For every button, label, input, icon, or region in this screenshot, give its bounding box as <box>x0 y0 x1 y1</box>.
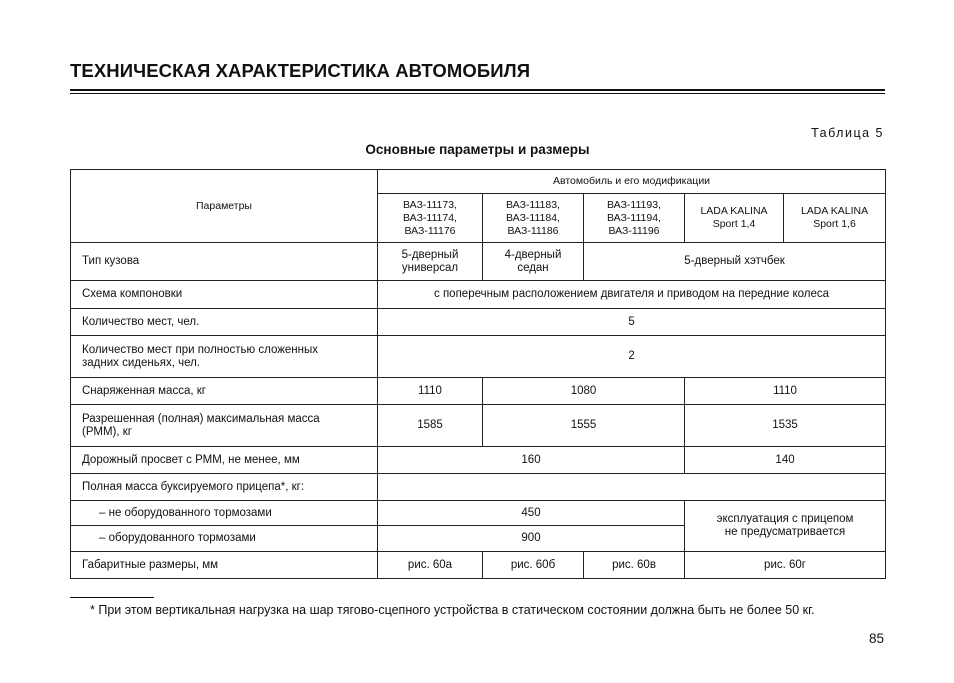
cell-value: с поперечным расположением двигателя и приводом на передние колеса <box>378 281 886 309</box>
cell-value: 2 <box>378 336 886 378</box>
empty-cell <box>378 474 886 501</box>
table-number-label: Таблица 5 <box>811 126 884 140</box>
table-header-row <box>71 170 886 194</box>
title-rule-thick <box>70 89 885 91</box>
cell-value: рис. 60г <box>685 552 886 579</box>
row-label: Тип кузова <box>71 243 378 281</box>
row-label: Количество мест, чел. <box>71 309 378 336</box>
table-row <box>71 243 886 281</box>
page-title: ТЕХНИЧЕСКАЯ ХАРАКТЕРИСТИКА АВТОМОБИЛЯ <box>70 60 531 81</box>
row-label: – оборудованного тормозами <box>71 526 378 552</box>
cell-value: 1080 <box>483 378 685 405</box>
cell-value: 4-дверный седан <box>483 243 584 281</box>
cell-value: 1585 <box>378 405 483 447</box>
cell-value: 1110 <box>378 378 483 405</box>
cell-value: 1535 <box>685 405 886 447</box>
table-row <box>71 552 886 579</box>
model-header: ВАЗ-11173, ВАЗ-11174, ВАЗ-11176 <box>378 194 483 243</box>
cell-value: 1555 <box>483 405 685 447</box>
table-row <box>71 281 886 309</box>
table-row <box>71 336 886 378</box>
cell-value: 900 <box>378 526 685 552</box>
cell-value: 450 <box>378 501 685 526</box>
page-number: 85 <box>868 631 884 646</box>
trailer-note: эксплуатация с прицепом не предусматривается <box>685 501 886 552</box>
table-row <box>71 309 886 336</box>
cell-value: рис. 60б <box>483 552 584 579</box>
cell-value: 140 <box>685 447 886 474</box>
footnote-rule <box>70 597 154 598</box>
model-header: ВАЗ-11183, ВАЗ-11184, ВАЗ-11186 <box>483 194 584 243</box>
cell-value: рис. 60в <box>584 552 685 579</box>
cell-value: рис. 60а <box>378 552 483 579</box>
table-row <box>71 447 886 474</box>
table-caption: Основные параметры и размеры <box>365 142 590 157</box>
table-row <box>71 474 886 501</box>
row-label: Габаритные размеры, мм <box>71 552 378 579</box>
row-label: Дорожный просвет с РММ, не менее, мм <box>71 447 378 474</box>
row-label: Количество мест при полностью сложенных задних сиденьях, чел. <box>71 336 378 378</box>
cell-value: 5-дверный универсал <box>378 243 483 281</box>
footnote: * При этом вертикальная нагрузка на шар тягово-сцепного устройства в статическом состоянии должна быть не более 50 кг. <box>90 603 815 617</box>
table-row <box>71 378 886 405</box>
spec-table <box>70 169 886 579</box>
row-label: Разрешенная (полная) максимальная масса (РММ), кг <box>71 405 378 447</box>
model-header: ВАЗ-11193, ВАЗ-11194, ВАЗ-11196 <box>584 194 685 243</box>
cell-value: 1110 <box>685 378 886 405</box>
row-label: Схема компоновки <box>71 281 378 309</box>
title-rule-thin <box>70 93 885 94</box>
row-label: Полная масса буксируемого прицепа*, кг: <box>71 474 378 501</box>
cell-value: 160 <box>378 447 685 474</box>
group-header: Автомобиль и его модификации <box>378 170 886 194</box>
param-header: Параметры <box>71 170 378 243</box>
cell-value: 5 <box>378 309 886 336</box>
cell-value: 5-дверный хэтчбек <box>584 243 886 281</box>
table-row <box>71 405 886 447</box>
row-label: Снаряженная масса, кг <box>71 378 378 405</box>
table-row <box>71 501 886 526</box>
model-header: LADA KALINA Sport 1,6 <box>784 194 886 243</box>
row-label: – не оборудованного тормозами <box>71 501 378 526</box>
model-header: LADA KALINA Sport 1,4 <box>685 194 784 243</box>
